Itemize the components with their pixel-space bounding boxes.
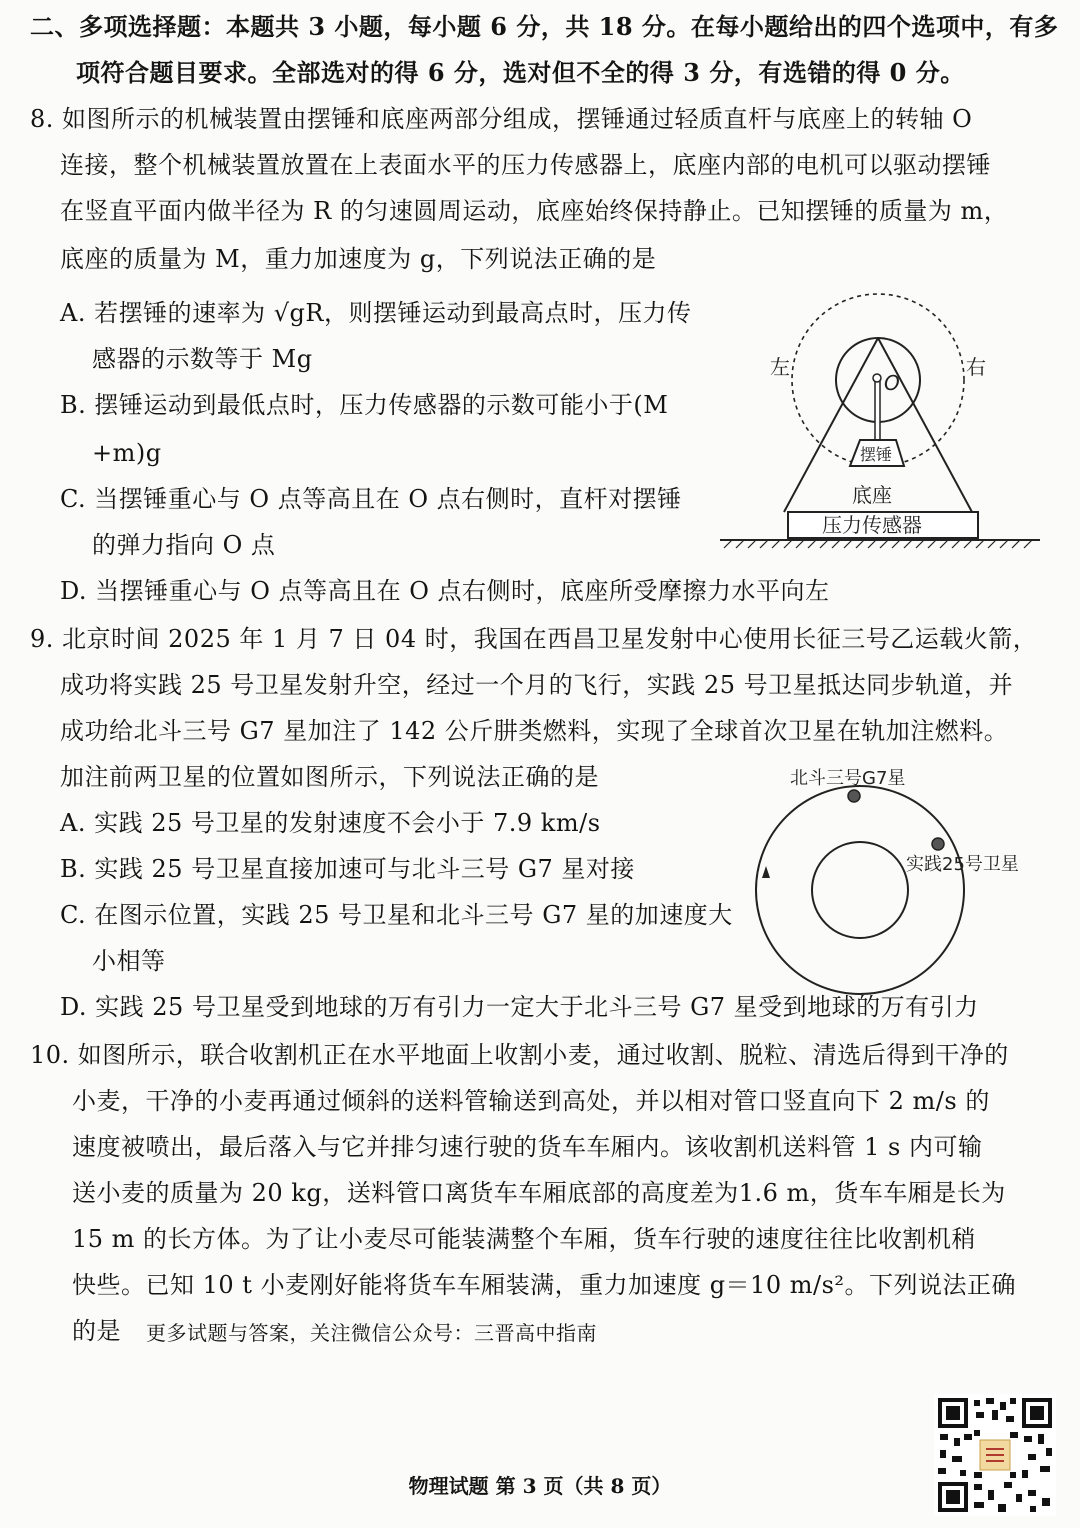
fig-sensor-label: 压力传感器 xyxy=(822,513,922,537)
q9-stem-line: 成功给北斗三号 G7 星加注了 142 公斤肼类燃料，实现了全球首次卫星在轨加注燃料。 xyxy=(60,717,1009,745)
q10-stem-line: 送小麦的质量为 20 kg，送料管口离货车车厢底部的高度差为1.6 m，货车车厢是长为 xyxy=(72,1179,1006,1207)
q8-stem-line: 在竖直平面内做半径为 R 的匀速圆周运动，底座始终保持静止。已知摆锤的质量为 m， xyxy=(60,197,1009,225)
q10-stem-line: 快些。已知 10 t 小麦刚好能将货车车厢装满，重力加速度 g＝10 m/s²。下列说法正确 xyxy=(72,1271,1017,1299)
page-footer: 物理试题 第 3 页（共 8 页） xyxy=(408,1474,672,1498)
sj25-satellite xyxy=(932,838,944,850)
fig-base-label: 底座 xyxy=(852,483,892,507)
q8-stem-line: 底座的质量为 M，重力加速度为 g，下列说法正确的是 xyxy=(60,245,657,273)
sj25-label: 实践25号卫星 xyxy=(906,854,1019,875)
q9-option-c-cont: 小相等 xyxy=(92,947,166,975)
fig-pivot-label: O xyxy=(884,371,900,395)
section-header-line1: 二、多项选择题：本题共 3 小题，每小题 6 分，共 18 分。在每小题给出的四个选项中，有多 xyxy=(30,12,1059,41)
fig-right-label: 右 xyxy=(966,355,986,379)
q8-option-a: A. 若摆锤的速率为 √gR，则摆锤运动到最高点时，压力传 xyxy=(60,299,692,327)
g7-satellite xyxy=(848,790,860,802)
orbit-direction-arrow xyxy=(762,866,770,878)
g7-label: 北斗三号G7星 xyxy=(790,768,906,789)
q9-stem-line: 成功将实践 25 号卫星发射升空，经过一个月的飞行，实践 25 号卫星抵达同步轨道，并 xyxy=(60,671,1014,699)
q9-stem-line: 加注前两卫星的位置如图所示，下列说法正确的是 xyxy=(60,763,599,791)
fig-left-label: 左 xyxy=(770,355,790,379)
q8-option-b-cont: +m)g xyxy=(92,439,162,467)
q9-stem-line: 9. 北京时间 2025 年 1 月 7 日 04 时，我国在西昌卫星发射中心使用长征三号乙运载火箭， xyxy=(30,625,1038,653)
q10-stem-last: 的是 xyxy=(72,1317,121,1345)
q8-option-a-cont: 感器的示数等于 Mg xyxy=(92,345,313,373)
q9-orbit-figure xyxy=(740,760,1050,1000)
section-header-line2: 项符合题目要求。全部选对的得 6 分，选对但不全的得 3 分，有选错的得 0 分。 xyxy=(76,58,965,87)
q8-option-c-cont: 的弹力指向 O 点 xyxy=(92,531,276,559)
q8-option-b: B. 摆锤运动到最低点时，压力传感器的示数可能小于(M xyxy=(60,391,669,419)
promo-note: 更多试题与答案，关注微信公众号：三晋高中指南 xyxy=(146,1321,597,1345)
q8-stem-line: 8. 如图所示的机械装置由摆锤和底座两部分组成，摆锤通过轻质直杆与底座上的转轴 O xyxy=(30,105,973,133)
q8-option-c: C. 当摆锤重心与 O 点等高且在 O 点右侧时，直杆对摆锤 xyxy=(60,485,682,513)
q9-option-c: C. 在图示位置，实践 25 号卫星和北斗三号 G7 星的加速度大 xyxy=(60,901,733,929)
q10-stem-line: 小麦，干净的小麦再通过倾斜的送料管输送到高处，并以相对管口竖直向下 2 m/s 的 xyxy=(72,1087,990,1115)
q9-option-d: D. 实践 25 号卫星受到地球的万有引力一定大于北斗三号 G7 星受到地球的万有引力 xyxy=(60,993,979,1021)
q8-option-d: D. 当摆锤重心与 O 点等高且在 O 点右侧时，底座所受摩擦力水平向左 xyxy=(60,577,830,605)
q8-stem-line: 连接，整个机械装置放置在上表面水平的压力传感器上，底座内部的电机可以驱动摆锤 xyxy=(60,151,991,179)
q10-stem-line: 10. 如图所示，联合收割机正在水平地面上收割小麦，通过收割、脱粒、清选后得到干净的 xyxy=(30,1041,1009,1069)
q8-pendulum-figure xyxy=(710,290,1050,560)
q10-stem-line: 速度被喷出，最后落入与它并排匀速行驶的货车车厢内。该收割机送料管 1 s 内可输 xyxy=(72,1133,983,1161)
fig-bob-label: 摆锤 xyxy=(860,445,893,464)
q9-option-b: B. 实践 25 号卫星直接加速可与北斗三号 G7 星对接 xyxy=(60,855,635,883)
q10-stem-line: 15 m 的长方体。为了让小麦尽可能装满整个车厢，货车行驶的速度往往比收割机稍 xyxy=(72,1225,977,1253)
q9-option-a: A. 实践 25 号卫星的发射速度不会小于 7.9 km/s xyxy=(60,809,601,837)
